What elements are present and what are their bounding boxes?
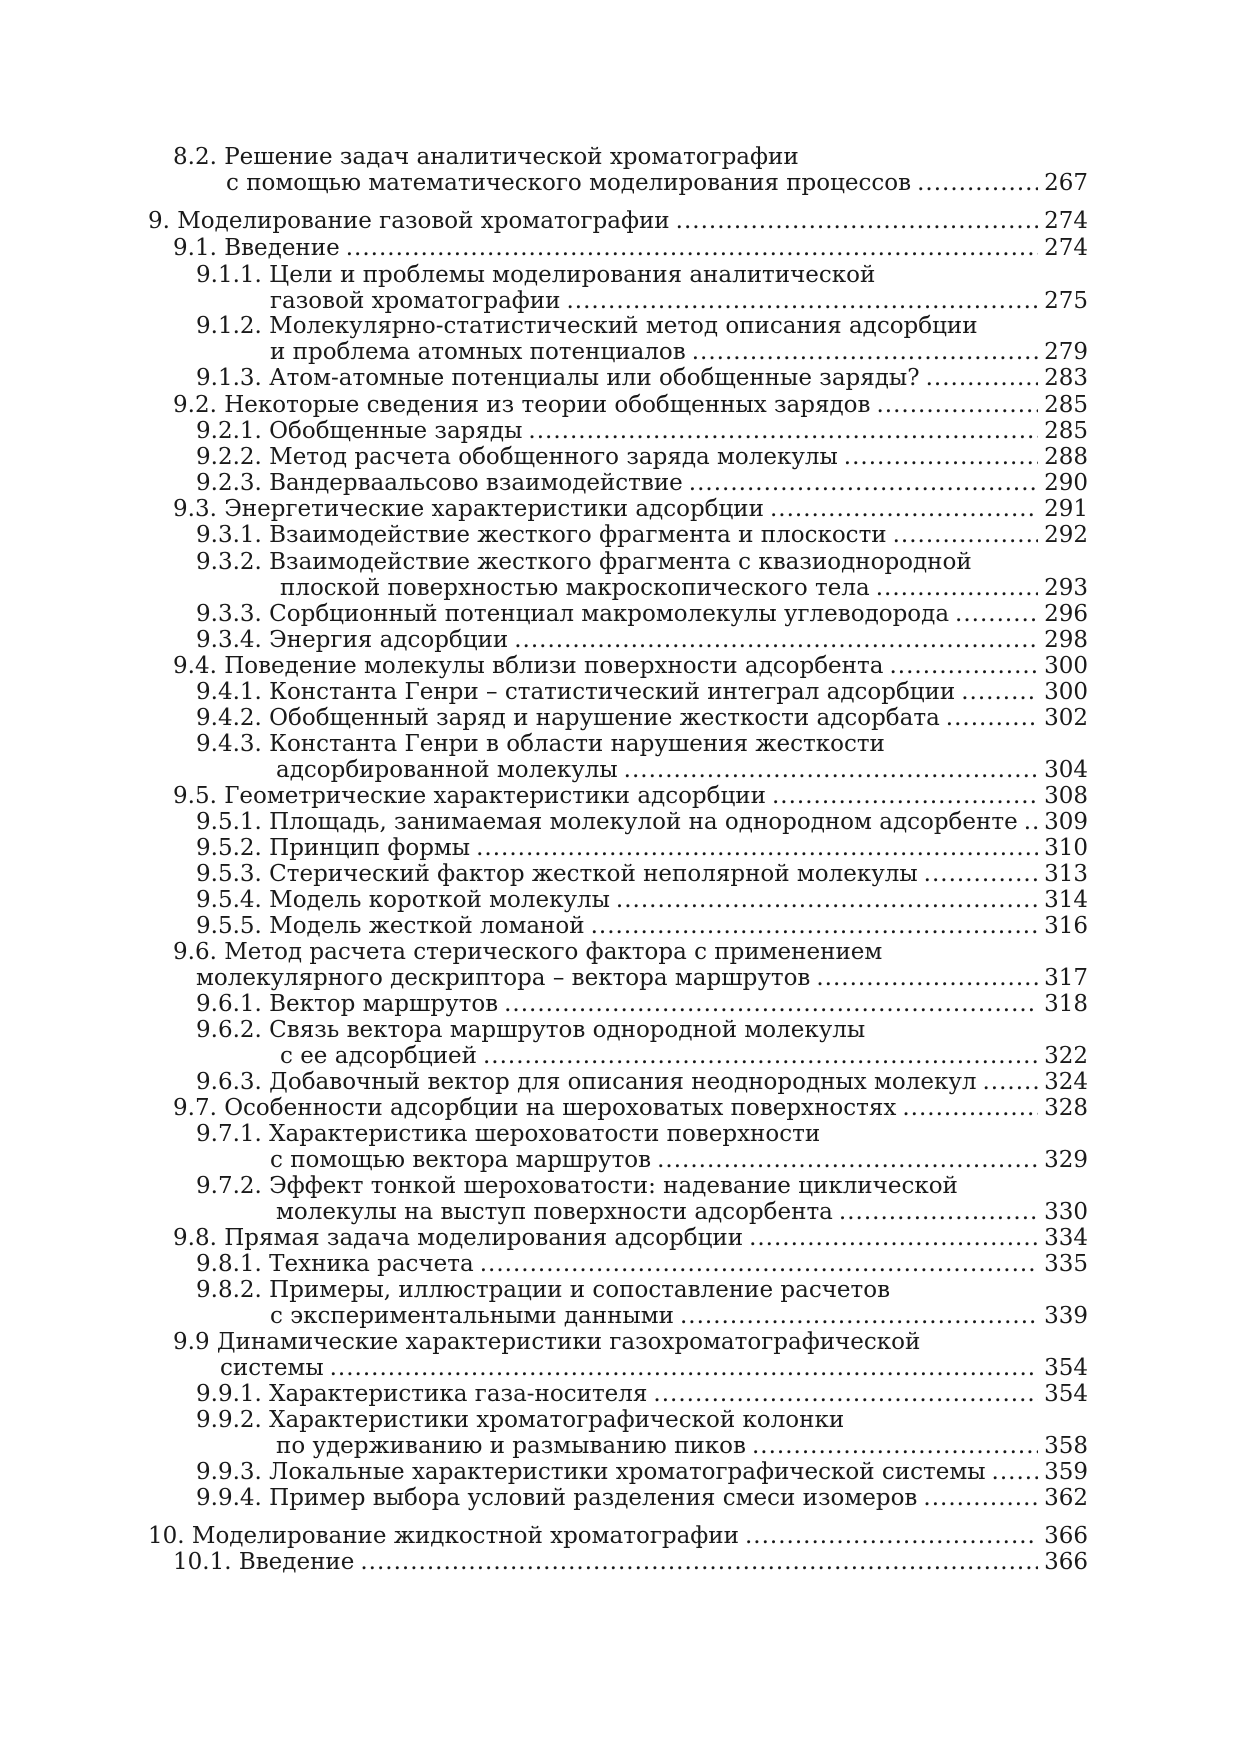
toc-page-number: 366 [1044,1549,1088,1575]
toc-entry-title: 9.3.4. Энергия адсорбции [196,627,509,653]
toc-page-number: 354 [1044,1355,1088,1381]
dot-leader [476,835,1038,861]
toc-entry-title: с помощью вектора маршрутов [270,1147,652,1173]
toc-page-number: 298 [1044,627,1088,653]
toc-entry-title: 9.8.1. Техника расчета [196,1251,474,1277]
toc-entry [148,1523,1088,1549]
toc-entry-title: и проблема атомных потенциалов [270,339,686,365]
toc-entry [173,235,1088,261]
toc-entry [173,1549,1088,1575]
toc-entry-title: 9.9.4. Пример выбора условий разделения смеси изомеров [196,1485,918,1511]
toc-entry-title: 9.7. Особенности адсорбции на шероховатых поверхностях [173,1095,897,1121]
toc-entry-title: 9.3.1. Взаимодействие жесткого фрагмента и плоскости [196,522,887,548]
dot-leader [680,1303,1038,1329]
dot-leader [1024,809,1038,835]
toc-entry-title: газовой хроматографии [270,288,561,314]
dot-leader [653,1381,1038,1407]
toc-entry-title-line: 9.8.2. Примеры, иллюстрации и сопоставление расчетов [196,1277,891,1303]
toc-entry-title: 9.6.3. Добавочный вектор для описания неоднородных молекул [196,1069,977,1095]
toc-entry-title: 9.2.3. Вандерваальсово взаимодействие [196,470,683,496]
toc-page-number: 274 [1044,208,1088,234]
dot-leader [480,1251,1038,1277]
toc-entry [196,522,1088,548]
dot-leader [483,1043,1038,1069]
toc-page-number: 354 [1044,1381,1088,1407]
toc-entry-title: системы [220,1355,324,1381]
toc-entry-title-line: 9.7.1. Характеристика шероховатости поверхности [196,1121,821,1147]
toc-page-number: 300 [1044,679,1088,705]
toc-entry [280,575,1088,601]
toc-page-number: 322 [1044,1043,1088,1069]
toc-page-number: 310 [1044,835,1088,861]
toc-page-number: 335 [1044,1251,1088,1277]
dot-leader [657,1147,1038,1173]
toc-page-number: 324 [1044,1069,1088,1095]
toc-entry-title: 9.3.3. Сорбционный потенциал макромолекулы углеводорода [196,601,950,627]
toc-entry [270,1303,1088,1329]
toc-entry-title: адсорбированной молекулы [276,757,618,783]
toc-entry-title: 9.1.3. Атом-атомные потенциалы или обобщенные заряды? [196,365,920,391]
dot-leader [528,418,1038,444]
dot-leader [770,496,1038,522]
toc-entry [196,1381,1088,1407]
toc-page-number: 334 [1044,1225,1088,1251]
dot-leader [917,170,1038,196]
dot-leader [689,470,1038,496]
dot-leader [346,235,1038,261]
toc-entry [270,339,1088,365]
toc-entry [196,601,1088,627]
dot-leader [926,365,1039,391]
dot-leader [876,575,1038,601]
toc-entry [270,288,1088,314]
dot-leader [330,1355,1038,1381]
toc-entry [196,913,1088,939]
toc-entry [196,835,1088,861]
toc-entry [196,991,1088,1017]
toc-page-number: 317 [1044,965,1088,991]
dot-leader [889,653,1038,679]
toc-page-number: 316 [1044,913,1088,939]
toc-page-number: 300 [1044,653,1088,679]
toc-entry-title-line: 9.9 Динамические характеристики газохроматографической [173,1329,921,1355]
toc-page-number: 314 [1044,887,1088,913]
toc-entry-title-line: 9.1.1. Цели и проблемы моделирования аналитической [196,262,876,288]
toc-page-number: 358 [1044,1433,1088,1459]
toc-entry [196,861,1088,887]
toc-entry [226,170,1088,196]
toc-entry [196,705,1088,731]
toc-entry-title: 9.1. Введение [173,235,340,261]
toc-page-number: 267 [1044,170,1088,196]
dot-leader [816,965,1038,991]
toc-entry-title: 9.5.2. Принцип формы [196,835,471,861]
toc-entry-title: 9.2.2. Метод расчета обобщенного заряда молекулы [196,444,838,470]
dot-leader [752,1433,1038,1459]
toc-entry [173,1095,1088,1121]
dot-leader [676,208,1038,234]
dot-leader [514,627,1038,653]
toc-entry [196,444,1088,470]
dot-leader [902,1095,1038,1121]
dot-leader [992,1459,1039,1485]
toc-entry [276,1199,1088,1225]
toc-page-number: 296 [1044,601,1088,627]
dot-leader [923,1485,1038,1511]
toc-entry-title: 9.4.1. Константа Генри – статистический интеграл адсорбции [196,679,956,705]
toc-entry [196,365,1088,391]
toc-entry [276,757,1088,783]
toc-entry [173,1225,1088,1251]
toc-entry-title: 9.9.1. Характеристика газа-носителя [196,1381,648,1407]
toc-entry [196,809,1088,835]
toc-entry-title: 9.9.3. Локальные характеристики хроматографической системы [196,1459,986,1485]
dot-leader [360,1549,1038,1575]
toc-entry [196,418,1088,444]
dot-leader [692,339,1038,365]
toc-entry [173,496,1088,522]
toc-entry-title-line: 9.4.3. Константа Генри в области нарушения жесткости [196,731,885,757]
dot-leader [955,601,1038,627]
toc-page-number: 288 [1044,444,1088,470]
toc-page-number: 279 [1044,339,1088,365]
toc-entry [196,679,1088,705]
toc-entry-title: 9.2.1. Обобщенные заряды [196,418,523,444]
toc-entry-title-line: 9.6. Метод расчета стерического фактора с применением [173,939,883,965]
dot-leader [839,1199,1038,1225]
toc-page-number: 302 [1044,705,1088,731]
dot-leader [745,1523,1038,1549]
toc-page-number: 313 [1044,861,1088,887]
dot-leader [624,757,1038,783]
toc-page-number: 275 [1044,288,1088,314]
toc-entry [148,208,1088,234]
toc-entry [196,887,1088,913]
dot-leader [772,783,1038,809]
toc-page-number: 309 [1044,809,1088,835]
dot-leader [844,444,1038,470]
toc-entry-title: 9.5.3. Стерический фактор жесткой неполярной молекулы [196,861,918,887]
toc-entry [196,1069,1088,1095]
toc-page-number: 362 [1044,1485,1088,1511]
dot-leader [749,1225,1038,1251]
toc-entry-title: 9.4.2. Обобщенный заряд и нарушение жесткости адсорбата [196,705,940,731]
toc-entry-title: 9.6.1. Вектор маршрутов [196,991,499,1017]
toc-page-number: 274 [1044,235,1088,261]
toc-entry [270,1147,1088,1173]
toc-entry-title-line: 9.3.2. Взаимодействие жесткого фрагмента с квазиоднородной [196,549,972,575]
toc-entry-title: 9.2. Некоторые сведения из теории обобщенных зарядов [173,392,871,418]
toc-entry-title-line: 9.1.2. Молекулярно-статистический метод описания адсорбции [196,313,978,339]
dot-leader [616,887,1038,913]
toc-entry-title: 10. Моделирование жидкостной хроматографии [148,1523,739,1549]
toc-page-number: 283 [1044,365,1088,391]
toc-entry [196,470,1088,496]
toc-entry-title-line: 9.9.2. Характеристики хроматографической колонки [196,1407,845,1433]
toc-entry-title: 9.8. Прямая задача моделирования адсорбции [173,1225,744,1251]
toc-entry-title: 9.4. Поведение молекулы вблизи поверхности адсорбента [173,653,884,679]
toc-entry-title-line: 9.7.2. Эффект тонкой шероховатости: надевание циклической [196,1173,958,1199]
dot-leader [591,913,1039,939]
toc-page-number: 285 [1044,392,1088,418]
toc-page-number: 304 [1044,757,1088,783]
toc-entry-title-line: 9.6.2. Связь вектора маршрутов однородной молекулы [196,1017,866,1043]
toc-entry-title: 9.5.5. Модель жесткой ломаной [196,913,585,939]
dot-leader [946,705,1038,731]
toc-entry [196,1459,1088,1485]
toc-page-number: 359 [1044,1459,1088,1485]
toc-page-number: 285 [1044,418,1088,444]
toc-entry [173,653,1088,679]
dot-leader [924,861,1038,887]
toc-page-number: 308 [1044,783,1088,809]
dot-leader [876,392,1038,418]
toc-entry-title: 9. Моделирование газовой хроматографии [148,208,670,234]
toc-entry [196,1485,1088,1511]
toc-page-number: 292 [1044,522,1088,548]
dot-leader [893,522,1038,548]
toc-page-number: 330 [1044,1199,1088,1225]
toc-entry-title-line: 8.2. Решение задач аналитической хроматографии [173,144,799,170]
toc-page-number: 329 [1044,1147,1088,1173]
toc-entry [196,965,1088,991]
toc-entry [196,627,1088,653]
toc-entry [276,1433,1088,1459]
toc-entry-title: с экспериментальными данными [270,1303,674,1329]
toc-page-number: 318 [1044,991,1088,1017]
toc-entry-title: плоской поверхностью макроскопического тела [280,575,870,601]
toc-page-number: 291 [1044,496,1088,522]
dot-leader [961,679,1038,705]
toc-entry [173,783,1088,809]
toc-entry-title: молекулы на выступ поверхности адсорбента [276,1199,833,1225]
toc-entry [220,1355,1088,1381]
toc-entry-title: с помощью математического моделирования процессов [226,170,912,196]
dot-leader [983,1069,1039,1095]
toc-page-number: 328 [1044,1095,1088,1121]
toc-entry [173,392,1088,418]
toc-entry-title: 9.5.1. Площадь, занимаемая молекулой на однородном адсорбенте [196,809,1018,835]
toc-entry [280,1043,1088,1069]
dot-leader [504,991,1038,1017]
dot-leader [566,288,1038,314]
toc-entry-title: 9.5. Геометрические характеристики адсорбции [173,783,766,809]
toc-page-number: 366 [1044,1523,1088,1549]
toc-entry-title: молекулярного дескриптора – вектора маршрутов [196,965,811,991]
toc-entry-title: с ее адсорбцией [280,1043,477,1069]
toc-entry-title: 9.3. Энергетические характеристики адсорбции [173,496,764,522]
toc-entry [196,1251,1088,1277]
toc-entry-title: 10.1. Введение [173,1549,355,1575]
toc-entry-title: 9.5.4. Модель короткой молекулы [196,887,610,913]
toc-page-number: 339 [1044,1303,1088,1329]
toc-page-number: 290 [1044,470,1088,496]
toc-entry-title: по удерживанию и размыванию пиков [276,1433,746,1459]
toc-page-number: 293 [1044,575,1088,601]
